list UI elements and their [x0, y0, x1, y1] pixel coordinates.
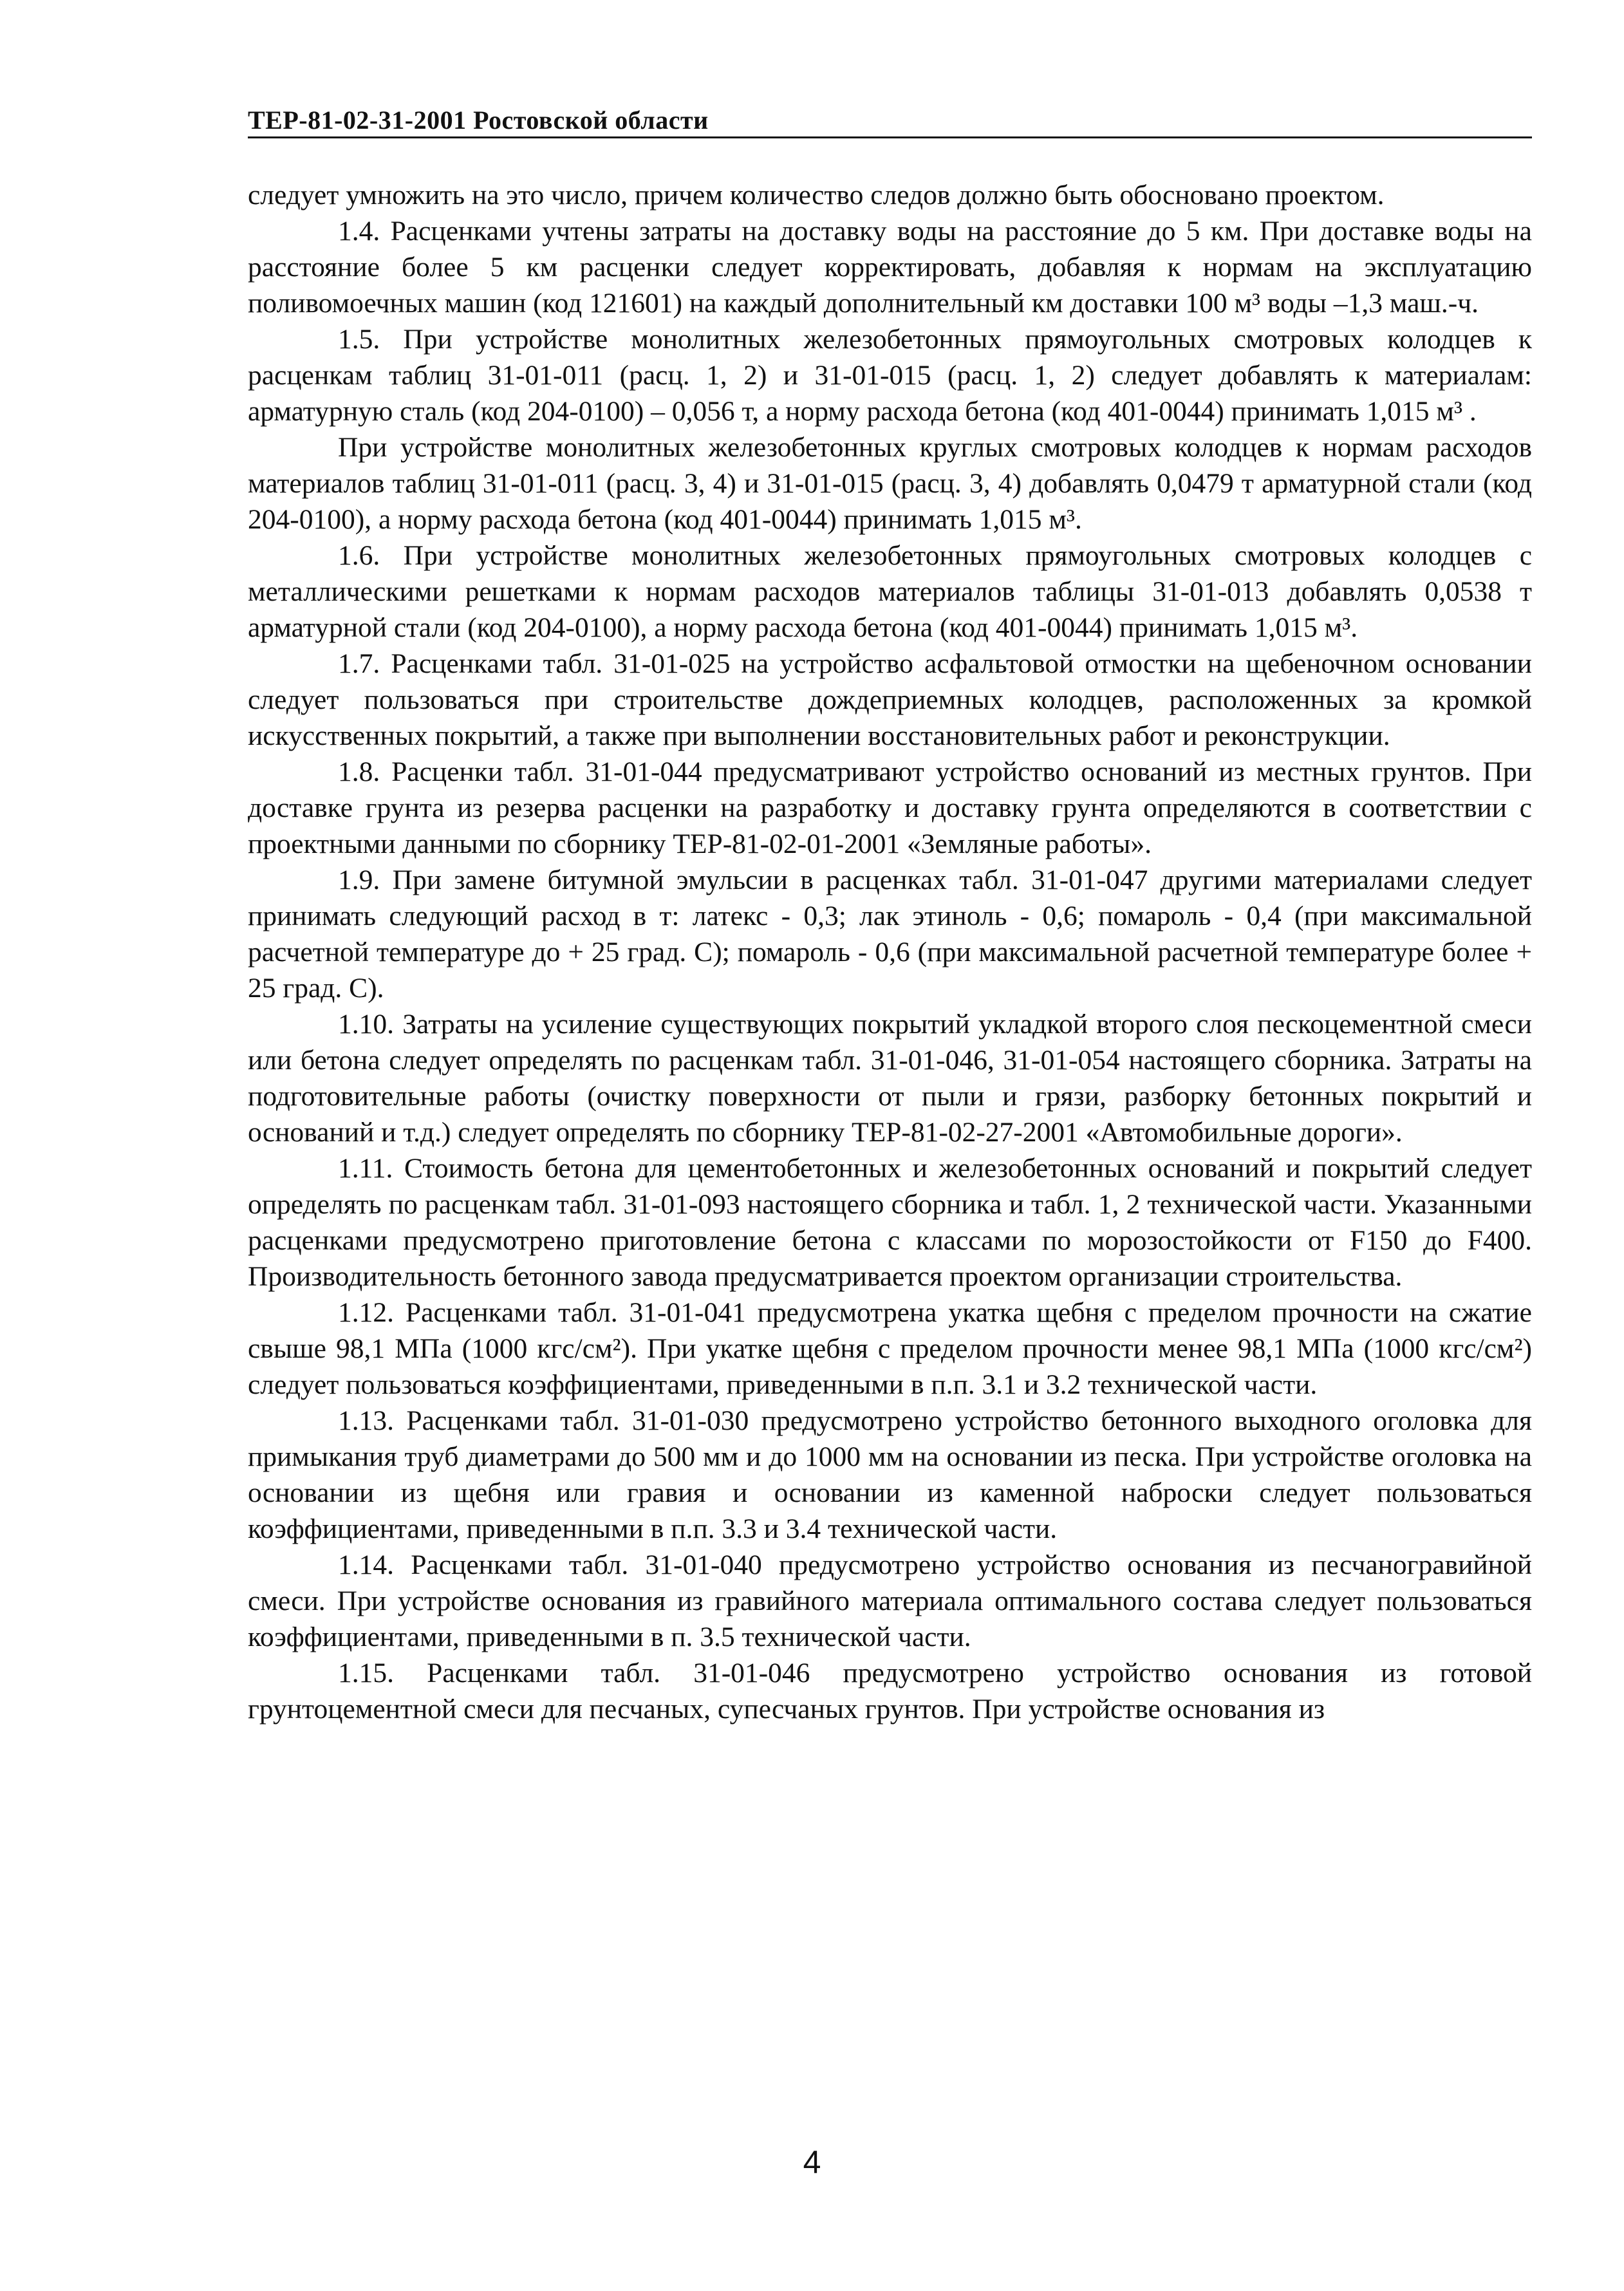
page-header	[248, 97, 1532, 138]
paragraph-1-13: 1.13. Расценками табл. 31-01-030 предусмотрено устройство бетонного выходного оголовка для примыкания труб диаметрами до 500 мм и до 1000 мм на основании из песка. При устройстве оголовка на основании из щебня или гравия и основании из каменной наброски следует пользоваться коэффициентами, приведенными в п.п. 3.3 и 3.4 технической части.	[248, 1405, 1532, 1544]
paragraph-1-11: 1.11. Стоимость бетона для цементобетонных и железобетонных оснований и покрытий следует определять по расценкам табл. 31-01-093 настоящего сборника и табл. 1, 2 технической части. Указанными расценками предусмотрено приготовление бетона с классами по морозостойкости от F150 до F400. Производительность бетонного завода предусматривается проектом организации строительства.	[248, 1153, 1532, 1292]
paragraph-1-10: 1.10. Затраты на усиление существующих покрытий укладкой второго слоя пескоцементной смеси или бетона следует определять по расценкам табл. 31-01-046, 31-01-054 настоящего сборника. Затраты на подготовительные работы (очистку поверхности от пыли и грязи, разборку бетонных покрытий и оснований и т.д.) следует определять по сборнику ТЕР-81-02-27-2001 «Автомобильные дороги».	[248, 1009, 1532, 1148]
paragraph-1-7: 1.7. Расценками табл. 31-01-025 на устройство асфальтовой отмостки на щебеночном основании следует пользоваться при строительстве дождеприемных колодцев, расположенных за кромкой искусственных покрытий, а также при выполнении восстановительных работ и реконструкции.	[248, 648, 1532, 751]
document-body	[248, 177, 1532, 1727]
paragraph-1-5-round-wells: При устройстве монолитных железобетонных круглых смотровых колодцев к нормам расходов материалов таблиц 31-01-011 (расц. 3, 4) и 31-01-015 (расц. 3, 4) добавлять 0,0479 т арматурной стали (код 204-0100), а норму расхода бетона (код 401-0044) принимать 1,015 м³.	[248, 432, 1532, 535]
paragraph-continuation: следует умножить на это число, причем количество следов должно быть обосновано проектом.	[248, 180, 1385, 210]
paragraph-1-14: 1.14. Расценками табл. 31-01-040 предусмотрено устройство основания из песчаногравийной смеси. При устройстве основания из гравийного материала оптимального состава следует пользоваться коэффициентами, приведенными в п. 3.5 технической части.	[248, 1549, 1532, 1652]
paragraph-1-4: 1.4. Расценками учтены затраты на доставку воды на расстояние до 5 км. При доставке воды на расстояние более 5 км расценки следует корректировать, добавляя к нормам на эксплуатацию поливомоечных машин (код 121601) на каждый дополнительный км доставки 100 м³ воды –1,3 маш.-ч.	[248, 216, 1532, 319]
paragraph-1-15: 1.15. Расценками табл. 31-01-046 предусмотрено устройство основания из готовой грунтоцементной смеси для песчаных, супесчаных грунтов. При устройстве основания из	[248, 1658, 1532, 1725]
paragraph-1-8: 1.8. Расценки табл. 31-01-044 предусматривают устройство оснований из местных грунтов. При доставке грунта из резерва расценки на разработку и доставку грунта определяются в соответствии с проектными данными по сборнику ТЕР-81-02-01-2001 «Земляные работы».	[248, 756, 1532, 859]
page-number: 4	[803, 2144, 821, 2180]
paragraph-1-12: 1.12. Расценками табл. 31-01-041 предусмотрена укатка щебня с пределом прочности на сжатие свыше 98,1 МПа (1000 кгс/см²). При укатке щебня с пределом прочности менее 98,1 МПа (1000 кгс/см²) следует пользоваться коэффициентами, приведенными в п.п. 3.1 и 3.2 технической части.	[248, 1297, 1532, 1400]
paragraph-1-5: 1.5. При устройстве монолитных железобетонных прямоугольных смотровых колодцев к расценкам таблиц 31-01-011 (расц. 1, 2) и 31-01-015 (расц. 1, 2) следует добавлять к материалам: арматурную сталь (код 204-0100) – 0,056 т, а норму расхода бетона (код 401-0044) принимать 1,015 м³ .	[248, 324, 1532, 427]
document-title: ТЕР-81-02-31-2001 Ростовской области	[248, 106, 709, 135]
paragraph-1-9: 1.9. При замене битумной эмульсии в расценках табл. 31-01-047 другими материалами следует принимать следующий расход в т: латекс - 0,3; лак этиноль - 0,6; помароль - 0,4 (при максимальной расчетной температуре до + 25 град. С); помароль - 0,6 (при максимальной расчетной температуре более + 25 град. С).	[248, 865, 1532, 1004]
paragraph-1-6: 1.6. При устройстве монолитных железобетонных прямоугольных смотровых колодцев с металлическими решетками к нормам расходов материалов таблицы 31-01-013 добавлять 0,0538 т арматурной стали (код 204-0100), а норму расхода бетона (код 401-0044) принимать 1,015 м³.	[248, 540, 1532, 643]
